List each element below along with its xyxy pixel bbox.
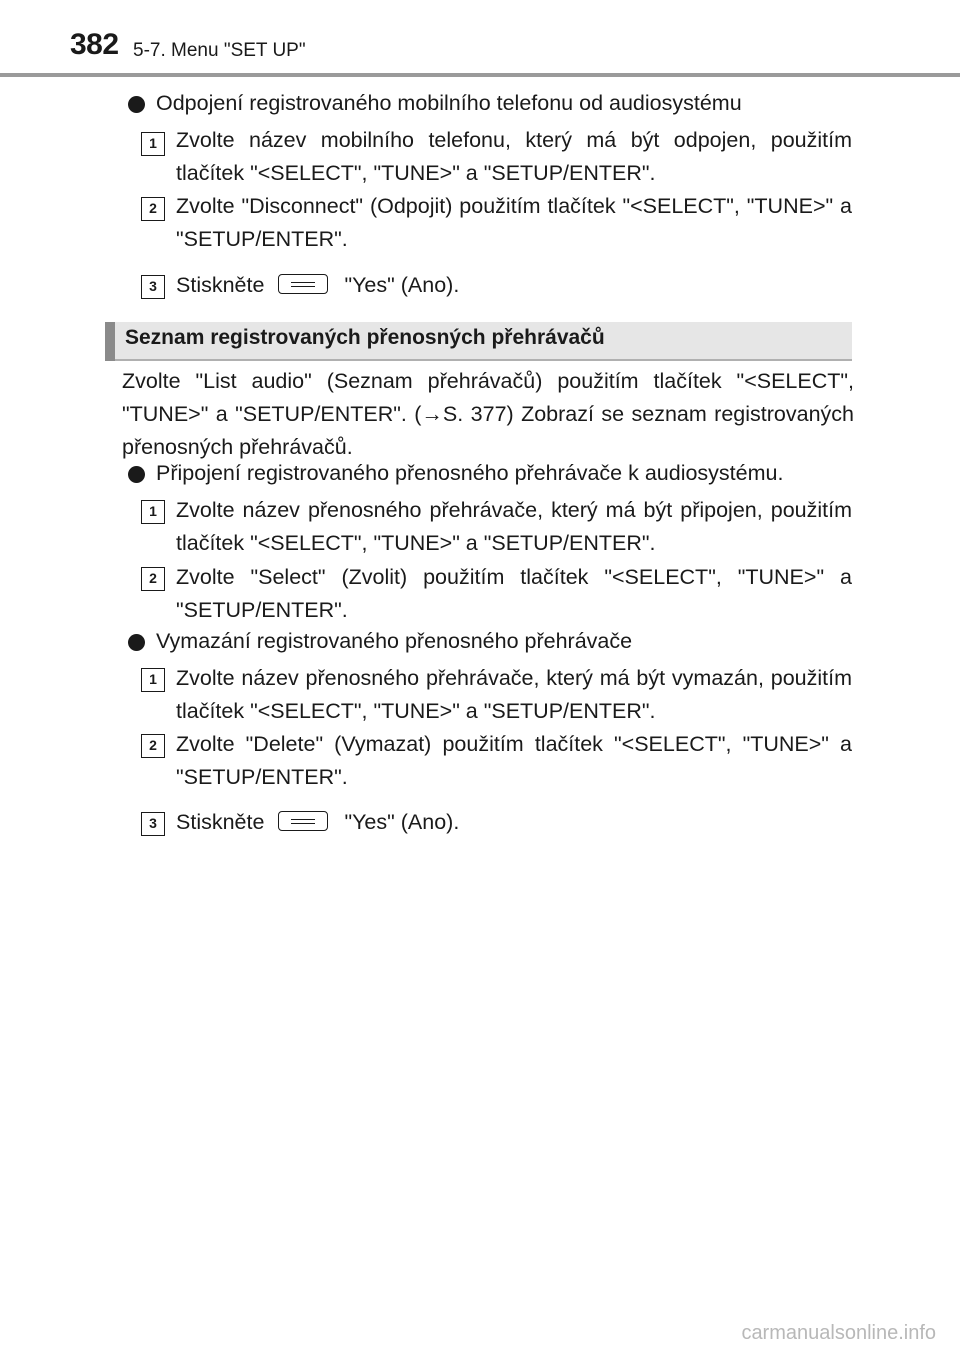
bullet-icon (128, 634, 145, 651)
section-heading (105, 322, 852, 361)
step-text: Zvolte název přenosného přehrávače, který má být vymazán, použitím tlačítek "<SELECT", "TUNE>" a "SETUP/ENTER". (176, 666, 852, 723)
step-number-box: 3 (141, 275, 165, 299)
bullet-heading: Odpojení registrovaného mobilního telefonu od audiosystému (156, 91, 742, 115)
page-header (0, 0, 960, 80)
step-text: Zvolte název přenosného přehrávače, který má být připojen, použitím tlačítek "<SELECT", "TUNE>" a "SETUP/ENTER". (176, 498, 852, 555)
bullet-icon (128, 96, 145, 113)
step-text-before: Stiskněte (176, 273, 265, 297)
step-text (176, 269, 852, 302)
button-icon (278, 811, 328, 831)
bullet-icon (128, 466, 145, 483)
step-text-after: "Yes" (Ano). (344, 810, 460, 834)
bullet-heading: Vymazání registrovaného přenosného přehrávače (156, 629, 633, 653)
button-icon (278, 274, 328, 294)
step-number-box: 2 (141, 734, 165, 758)
step-text: Zvolte název mobilního telefonu, který má být odpojen, použitím tlačítek "<SELECT", "TUNE>" a "SETUP/ENTER". (176, 128, 852, 185)
section-heading-bar (105, 322, 115, 361)
step-text-after: "Yes" (Ano). (344, 273, 460, 297)
step-text-before: Stiskněte (176, 810, 265, 834)
step-text: Zvolte "Select" (Zvolit) použitím tlačítek "<SELECT", "TUNE>" a "SETUP/ENTER". (176, 565, 852, 622)
header-divider (0, 73, 960, 77)
step-text: Zvolte "Disconnect" (Odpojit) použitím tlačítek "<SELECT", "TUNE>" a "SETUP/ENTER". (176, 194, 852, 251)
page-number: 382 (70, 28, 119, 61)
step-number-box: 2 (141, 567, 165, 591)
step-number-box: 1 (141, 500, 165, 524)
step-number-box: 1 (141, 668, 165, 692)
step-text (176, 806, 852, 839)
step-text: Zvolte "Delete" (Vymazat) použitím tlačítek "<SELECT", "TUNE>" a "SETUP/ENTER". (176, 732, 852, 789)
bullet-heading: Připojení registrovaného přenosného přehrávače k audiosystému. (156, 461, 784, 485)
watermark: carmanualsonline.info (741, 1322, 936, 1344)
section-title: Seznam registrovaných přenosných přehrávačů (125, 326, 605, 349)
step-number-box: 3 (141, 812, 165, 836)
intro-paragraph: Zvolte "List audio" (Seznam přehrávačů) použitím tlačítek "<SELECT", "TUNE>" a "SETUP/ENTER". (→S. 377) Zobrazí se seznam registrovaných přenosných přehrávačů. (122, 369, 854, 459)
running-title: 5-7. Menu "SET UP" (133, 40, 306, 61)
step-number-box: 2 (141, 197, 165, 221)
step-number-box: 1 (141, 132, 165, 156)
